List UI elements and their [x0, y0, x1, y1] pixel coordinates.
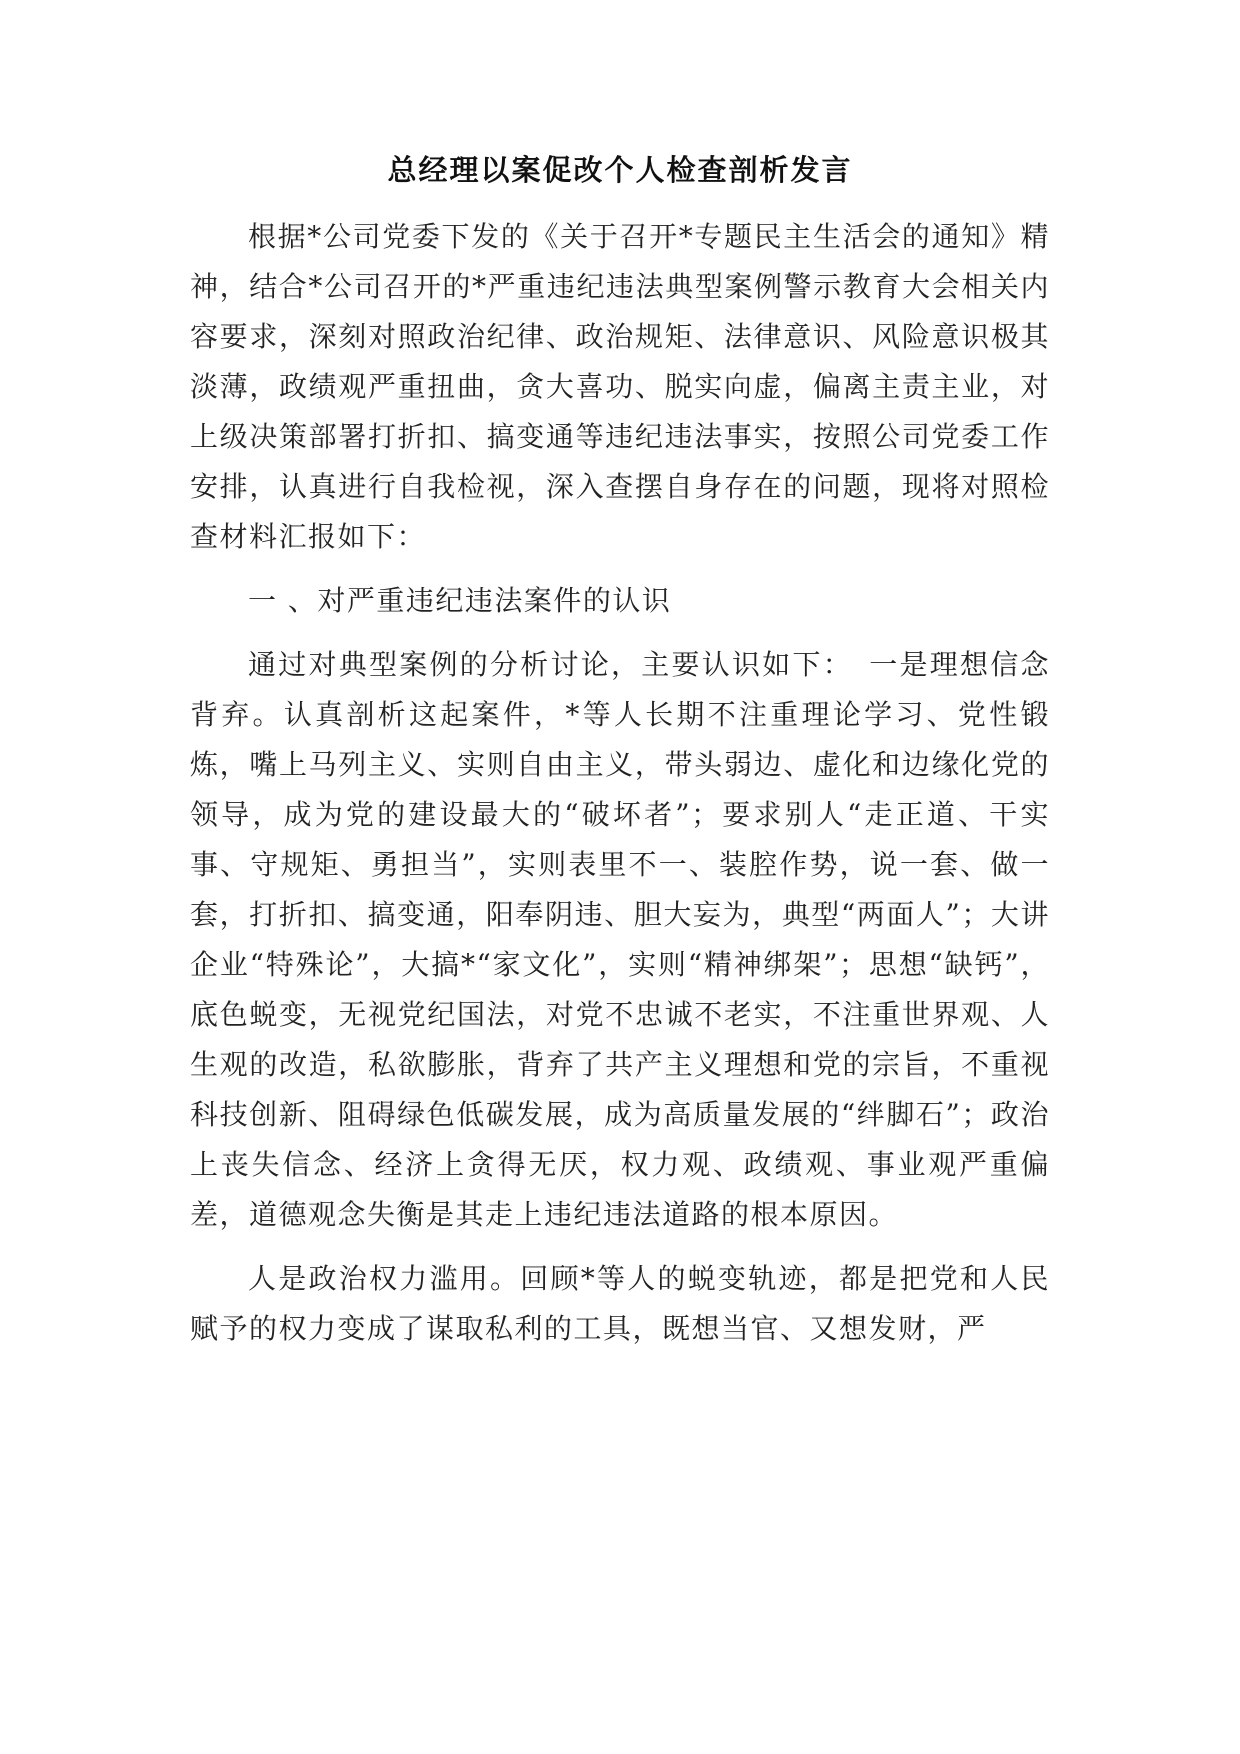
intro-paragraph: 根据*公司党委下发的《关于召开*专题民主生活会的通知》精神，结合*公司召开的*严重违纪违法典型案例警示教育大会相关内容要求，深刻对照政治纪律、政治规矩、法律意识、风险意识极其淡薄，政绩观严重扭曲，贪大喜功、脱实向虚，偏离主责主业，对上级决策部署打折扣、搞变通等违纪违法事实，按照公司党委工作安排，认真进行自我检视，深入查摆自身存在的问题，现将对照检查材料汇报如下：	[190, 220, 1050, 553]
body-paragraph-2: 人是政治权力滥用。回顾*等人的蜕变轨迹，都是把党和人民赋予的权力变成了谋取私利的工具，既想当官、又想发财，严	[190, 1262, 1050, 1345]
document-body	[190, 150, 1050, 1368]
body-paragraph-1: 通过对典型案例的分析讨论，主要认识如下： 一是理想信念背弃。认真剖析这起案件，*等人长期不注重理论学习、党性锻炼，嘴上马列主义、实则自由主义，带头弱边、虚化和边缘化党的领导，成为党的建设最大的“破坏者”；要求别人“走正道、干实事、守规矩、勇担当”，实则表里不一、装腔作势，说一套、做一套，打折扣、搞变通，阳奉阴违、胆大妄为，典型“两面人”；大讲企业“特殊论”，大搞*“家文化”，实则“精神绑架”；思想“缺钙”，底色蜕变，无视党纪国法，对党不忠诚不老实，不注重世界观、人生观的改造，私欲膨胀，背弃了共产主义理想和党的宗旨，不重视科技创新、阻碍绿色低碳发展，成为高质量发展的“绊脚石”；政治上丧失信念、经济上贪得无厌，权力观、政绩观、事业观严重偏差，道德观念失衡是其走上违纪违法道路的根本原因。	[190, 648, 1050, 1231]
section-heading: 一 、对严重违纪违法案件的认识	[248, 584, 672, 617]
page-title: 总经理以案促改个人检查剖析发言	[387, 153, 853, 187]
